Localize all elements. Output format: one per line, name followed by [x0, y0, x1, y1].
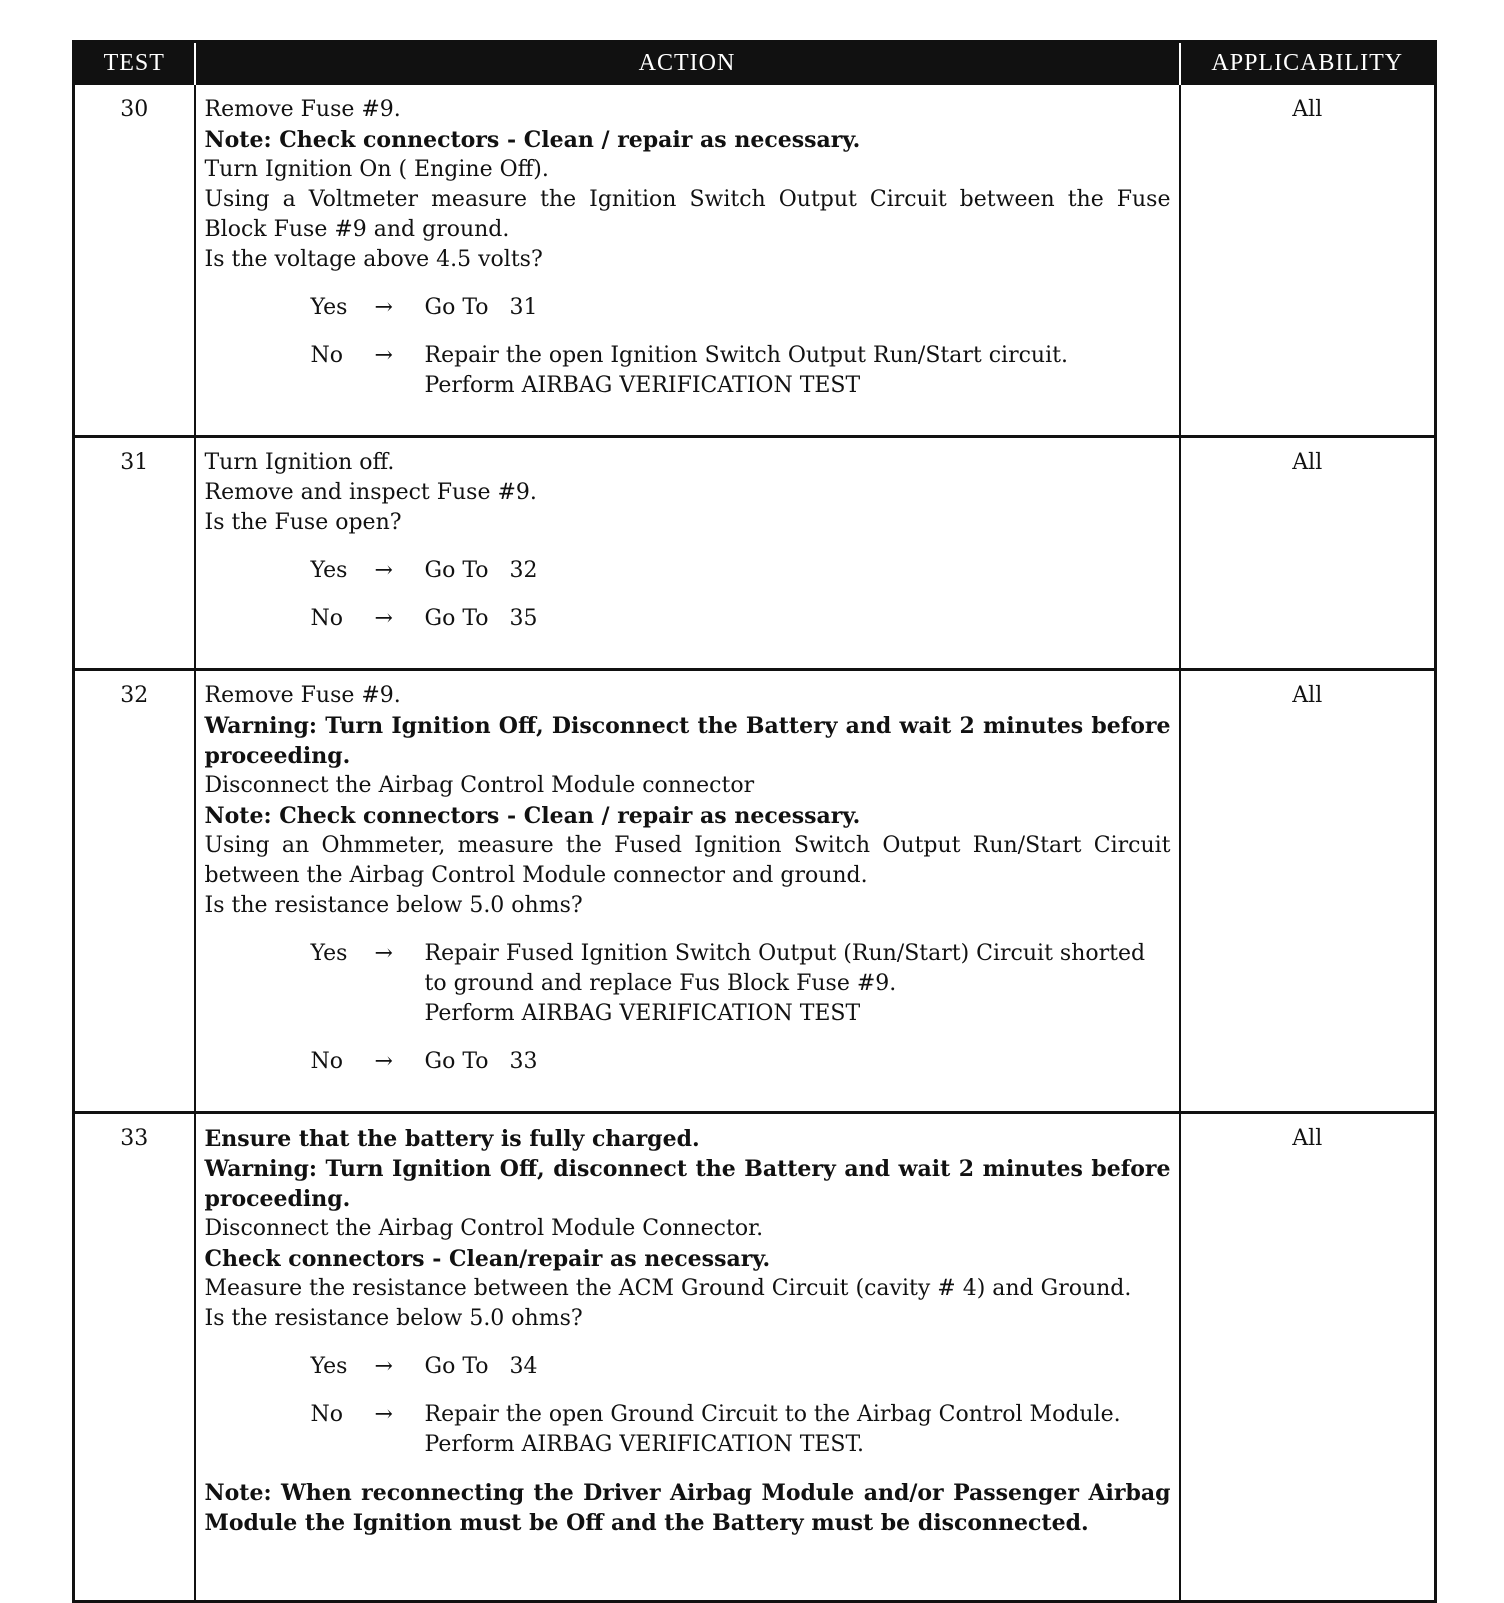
note-text: Note: Check connectors - Clean / repair as necessary. [204, 127, 861, 153]
diagnostic-test-table [72, 40, 1437, 1603]
no-branch [205, 604, 1171, 634]
no-result-line: Perform AIRBAG VERIFICATION TEST [424, 373, 861, 398]
instruction-text: Ensure that the battery is fully charged. [204, 1126, 700, 1152]
question-text: Is the voltage above 4.5 volts? [204, 247, 543, 272]
note-text: Note: Check connectors - Clean / repair as necessary. [204, 803, 861, 829]
no-branch [205, 341, 1171, 401]
yes-result: Go To 34 [424, 1354, 538, 1379]
note-text: Check connectors - Clean/repair as necessary. [204, 1246, 771, 1272]
right-arrow-icon: → [374, 343, 393, 368]
warning-text: Warning: Turn Ignition Off, disconnect the Battery and wait 2 minutes before proceeding. [204, 1156, 1171, 1212]
no-result [425, 341, 1171, 401]
question-text: Is the Fuse open? [204, 510, 402, 535]
applicability-value: All [1180, 84, 1436, 437]
table-row [74, 84, 1436, 437]
yes-branch [205, 556, 1171, 586]
action-step: Disconnect the Airbag Control Module Connector. [204, 1216, 764, 1241]
yes-result-line: Repair Fused Ignition Switch Output (Run/Start) Circuit shorted to ground and replace Fus Block Fuse #9. [424, 941, 1146, 996]
yes-label: Yes [310, 558, 348, 583]
header-action: ACTION [195, 42, 1180, 85]
action-step: Using a Voltmeter measure the Ignition Switch Output Circuit between the Fuse Block Fuse #9 and ground. [204, 187, 1171, 242]
action-step: Disconnect the Airbag Control Module connector [204, 773, 755, 798]
yes-label: Yes [310, 1354, 348, 1379]
table-row [74, 1113, 1436, 1602]
yes-result [425, 939, 1171, 1029]
action-step: Turn Ignition On ( Engine Off). [204, 157, 549, 182]
no-result: Go To 35 [424, 606, 538, 631]
table-row [74, 437, 1436, 670]
warning-text: Warning: Turn Ignition Off, Disconnect the Battery and wait 2 minutes before proceeding. [204, 713, 1171, 769]
yes-label: Yes [310, 941, 348, 966]
table-header-row [74, 42, 1436, 85]
yes-branch [205, 293, 1171, 323]
action-step: Using an Ohmmeter, measure the Fused Ignition Switch Output Run/Start Circuit between the Airbag Control Module connector and ground. [204, 833, 1171, 888]
test-number: 32 [74, 670, 195, 1113]
no-branch [205, 1400, 1171, 1460]
right-arrow-icon: → [374, 558, 393, 583]
yes-result: Go To 32 [424, 558, 538, 583]
test-number: 31 [74, 437, 195, 670]
yes-label: Yes [310, 295, 348, 320]
applicability-value: All [1180, 1113, 1436, 1602]
no-result-line: Perform AIRBAG VERIFICATION TEST. [424, 1432, 864, 1457]
test-number: 33 [74, 1113, 195, 1602]
no-result-line: Repair the open Ignition Switch Output Run/Start circuit. [424, 343, 1068, 368]
right-arrow-icon: → [374, 1354, 393, 1379]
yes-branch [205, 1352, 1171, 1382]
table-row [74, 670, 1436, 1113]
action-cell [195, 670, 1180, 1113]
action-cell [195, 84, 1180, 437]
no-branch [205, 1047, 1171, 1077]
yes-result-line: Perform AIRBAG VERIFICATION TEST [424, 1001, 861, 1026]
right-arrow-icon: → [374, 1049, 393, 1074]
question-text: Is the resistance below 5.0 ohms? [204, 893, 583, 918]
no-label: No [310, 606, 343, 631]
no-result: Go To 33 [424, 1049, 538, 1074]
header-test: TEST [74, 42, 195, 85]
test-number: 30 [74, 84, 195, 437]
action-step: Turn Ignition off. [204, 450, 395, 475]
right-arrow-icon: → [374, 295, 393, 320]
question-text: Is the resistance below 5.0 ohms? [204, 1306, 583, 1331]
right-arrow-icon: → [374, 606, 393, 631]
action-step: Remove Fuse #9. [204, 97, 401, 122]
no-label: No [310, 1049, 343, 1074]
action-cell [195, 1113, 1180, 1602]
action-step: Measure the resistance between the ACM Ground Circuit (cavity # 4) and Ground. [204, 1276, 1132, 1301]
no-label: No [310, 343, 343, 368]
no-result [425, 1400, 1171, 1460]
action-cell [195, 437, 1180, 670]
no-result-line: Repair the open Ground Circuit to the Airbag Control Module. [424, 1402, 1121, 1427]
applicability-value: All [1180, 670, 1436, 1113]
no-label: No [310, 1402, 343, 1427]
yes-branch [205, 939, 1171, 1029]
action-step: Remove and inspect Fuse #9. [204, 480, 537, 505]
action-step: Remove Fuse #9. [204, 683, 401, 708]
right-arrow-icon: → [374, 941, 393, 966]
applicability-value: All [1180, 437, 1436, 670]
header-applicability: APPLICABILITY [1180, 42, 1436, 85]
yes-result: Go To 31 [424, 295, 538, 320]
reconnect-note: Note: When reconnecting the Driver Airbag Module and/or Passenger Airbag Module the Ignition must be Off and the Battery must be disconnected. [204, 1480, 1171, 1536]
right-arrow-icon: → [374, 1402, 393, 1427]
